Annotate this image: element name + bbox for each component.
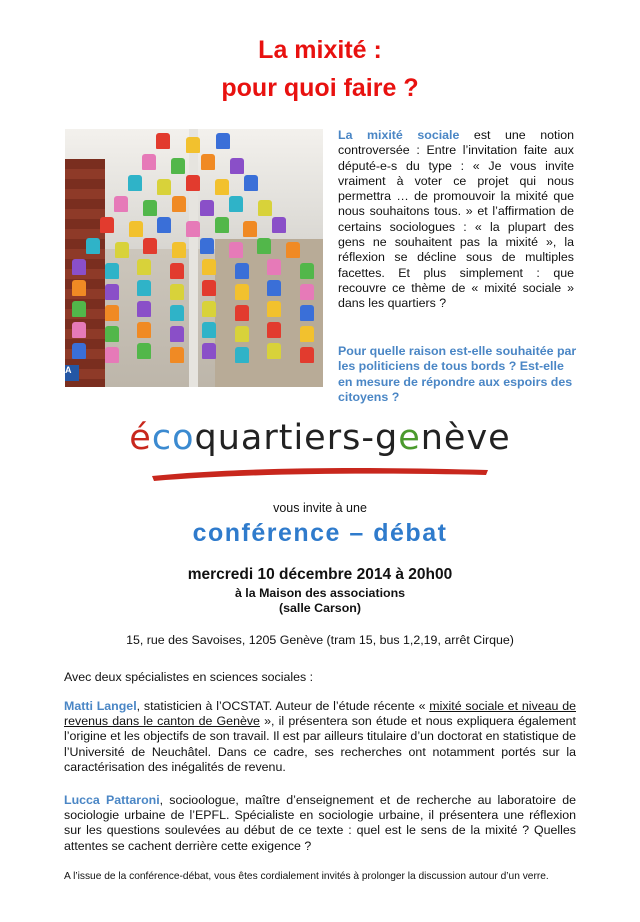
birdhouse <box>300 347 314 363</box>
photo-street-sign: A <box>65 365 79 381</box>
birdhouse <box>235 326 249 342</box>
birdhouse <box>215 217 229 233</box>
birdhouse <box>137 322 151 338</box>
speaker-1-name: Matti Langel <box>64 699 137 713</box>
birdhouse <box>72 259 86 275</box>
birdhouse <box>235 263 249 279</box>
speaker-1-paragraph <box>64 699 576 775</box>
birdhouse <box>137 343 151 359</box>
birdhouse <box>202 301 216 317</box>
birdhouse <box>300 305 314 321</box>
intro-paragraph <box>338 128 574 312</box>
birdhouse <box>201 154 215 170</box>
birdhouse <box>186 137 200 153</box>
birdhouse <box>72 301 86 317</box>
ecoquartiers-geneve-logo <box>0 418 640 458</box>
logo-neve: nève <box>420 418 511 458</box>
event-place <box>0 586 640 616</box>
birdhouse <box>186 221 200 237</box>
title-line-1: La mixité : <box>258 36 382 64</box>
birdhouse <box>267 280 281 296</box>
birdhouse <box>156 133 170 149</box>
birdhouse <box>202 280 216 296</box>
study-title-link[interactable]: mixité sociale et niveau de revenus dans le canton de Genève <box>64 699 577 729</box>
birdhouse <box>157 217 171 233</box>
birdhouse <box>157 179 171 195</box>
birdhouse <box>170 347 184 363</box>
birdhouse <box>143 200 157 216</box>
birdhouse <box>170 263 184 279</box>
speaker-1-text-b: », il présentera son étude et nous expliquera également l’origine et les objectifs de son travail. Il est par ailleurs titulaire d’un doctorat en statistique de l’Université de Neuchâtel. Dans ce cadre, ses recherches ont notamment portés sur la caractérisation des inégalités de revenu. <box>64 714 576 774</box>
birdhouse <box>300 326 314 342</box>
logo-swoosh <box>150 462 490 484</box>
invite-text: vous invite à une <box>273 501 367 515</box>
birdhouse <box>300 284 314 300</box>
birdhouse <box>229 242 243 258</box>
birdhouse <box>202 259 216 275</box>
birdhouse <box>244 175 258 191</box>
birdhouse <box>286 242 300 258</box>
birdhouse <box>202 343 216 359</box>
speaker-2-paragraph <box>64 793 576 854</box>
event-date: mercredi 10 décembre 2014 à 20h00 <box>187 566 453 583</box>
birdhouse <box>202 322 216 338</box>
photo-tree-pole <box>189 129 198 387</box>
birdhouse <box>171 158 185 174</box>
birdhouse <box>170 305 184 321</box>
birdhouse <box>235 347 249 363</box>
birdhouse <box>235 284 249 300</box>
birdhouse <box>72 343 86 359</box>
closing-note: A l’issue de la conférence-débat, vous êtes cordialement invités à prolonger la discussion autour d’un verre. <box>64 871 549 882</box>
birdhouse <box>243 221 257 237</box>
birdhouse <box>172 242 186 258</box>
place-line-1: à la Maison des associations <box>234 586 406 600</box>
logo-e-green: e <box>398 418 421 458</box>
birdhouse <box>128 175 142 191</box>
birdhouse <box>129 221 143 237</box>
birdhouse <box>267 322 281 338</box>
birdhouse <box>137 301 151 317</box>
birdhouse <box>216 133 230 149</box>
birdhouse <box>272 217 286 233</box>
birdhouse <box>105 326 119 342</box>
birdhouse <box>100 217 114 233</box>
birdhouse <box>72 322 86 338</box>
birdhouse <box>170 326 184 342</box>
conference-heading: conférence – débat <box>192 519 448 547</box>
place-line-2: (salle Carson) <box>279 601 361 615</box>
birdhouse <box>200 238 214 254</box>
intro-lead: La mixité sociale <box>338 128 460 142</box>
birdhouse <box>230 158 244 174</box>
event-address: 15, rue des Savoises, 1205 Genève (tram 15, bus 1,2,19, arrêt Cirque) <box>126 633 514 647</box>
title-line-2: pour quoi faire ? <box>221 74 419 102</box>
birdhouse <box>105 305 119 321</box>
birdhouse-tree-photo <box>65 129 323 387</box>
birdhouse <box>186 175 200 191</box>
logo-e-accent: é <box>129 418 152 458</box>
speaker-2-text: , socioologue, maître d’enseignement et de recherche au laboratoire de sociologie urbaine de l’EPFL. Spécialiste en sociologie urbaine, il présentera une réflexion sur les questions soulevées au début de ce texte : quel est le sens de la mixité ? Quelles attentes se cachent derrière cette exigence ? <box>64 793 576 853</box>
birdhouse <box>200 200 214 216</box>
birdhouse <box>170 284 184 300</box>
logo-co: co <box>151 418 195 458</box>
birdhouse <box>105 263 119 279</box>
birdhouse <box>105 347 119 363</box>
intro-text: est une notion controversée : Entre l’invitation faite aux député-e-s du type : « Je vous invite vraiment à voter ce projet qui nous permettra … de promouvoir la mixité que nous souhaitons tous. » et l’affirmation de certains sociologues : « la plupart des gens ne souhaitent pas la mixité », la réflexion se décline sous de multiples facettes. Et plus simplement : que recouvre ce thème de « mixité sociale » dans les quartiers ? <box>338 128 574 311</box>
birdhouse <box>143 238 157 254</box>
birdhouse <box>72 280 86 296</box>
speaker-2-name: Lucca Pattaroni <box>64 793 160 807</box>
birdhouse <box>115 242 129 258</box>
birdhouse <box>267 343 281 359</box>
birdhouse <box>267 301 281 317</box>
birdhouse <box>86 238 100 254</box>
birdhouse <box>137 259 151 275</box>
birdhouse <box>257 238 271 254</box>
birdhouse <box>142 154 156 170</box>
speaker-1-text-a: , statisticien à l’OCSTAT. Auteur de l’étude récente « <box>136 699 430 713</box>
birdhouse <box>215 179 229 195</box>
birdhouse <box>258 200 272 216</box>
logo-quartiers-g: quartiers-g <box>194 418 399 458</box>
birdhouse <box>229 196 243 212</box>
birdhouse <box>137 280 151 296</box>
birdhouse <box>300 263 314 279</box>
birdhouse <box>172 196 186 212</box>
birdhouse <box>105 284 119 300</box>
birdhouse <box>267 259 281 275</box>
birdhouse <box>114 196 128 212</box>
intro-question: Pour quelle raison est-elle souhaitée par les politiciens de tous bords ? Est-elle en mesure de répondre aux espoirs des citoyens ? <box>338 344 577 404</box>
birdhouse <box>235 305 249 321</box>
speakers-intro: Avec deux spécialistes en sciences sociales : <box>64 670 314 684</box>
